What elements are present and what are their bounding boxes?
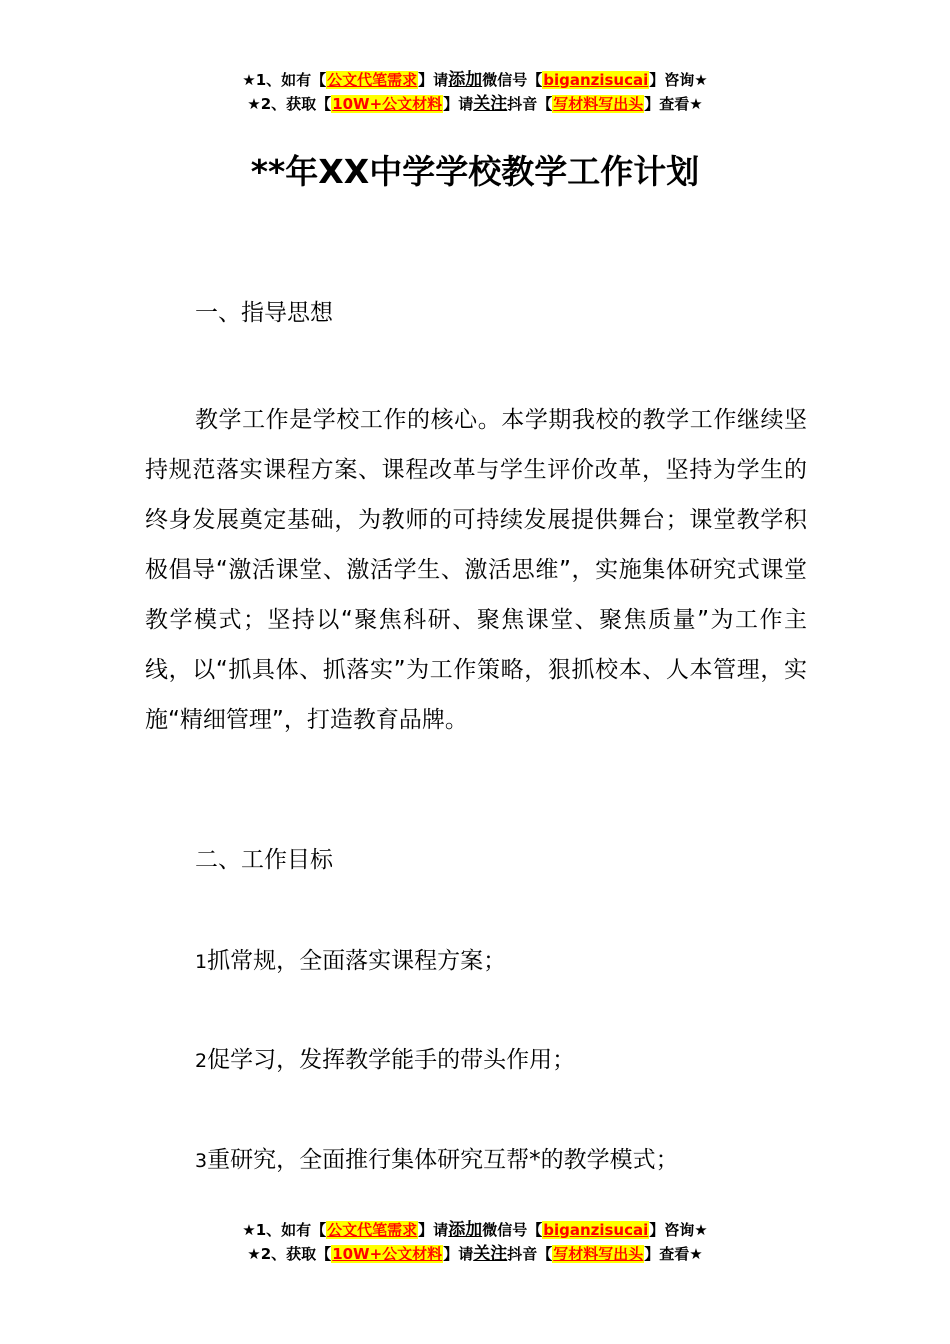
banner-text: 微信号【 xyxy=(482,71,543,89)
banner-highlight: 写材料写出头 xyxy=(553,1245,644,1263)
banner-emphasis: 添加 xyxy=(448,70,483,90)
banner-text: 】请 xyxy=(418,71,449,89)
banner-text: 】咨询★ xyxy=(649,71,708,89)
banner-text: ★2、获取【 xyxy=(247,95,332,113)
banner-text: 】请 xyxy=(443,95,474,113)
goal-number: 3 xyxy=(195,1150,208,1172)
banner-text: 抖音【 xyxy=(507,95,553,113)
goal-item xyxy=(195,1043,575,1078)
banner-text: 抖音【 xyxy=(507,1245,553,1263)
banner-text: 】请 xyxy=(443,1245,474,1263)
section-heading-work-goals: 二、工作目标 xyxy=(195,847,333,873)
banner-highlight: 公文代笔需求 xyxy=(327,1221,418,1239)
banner-text: 】咨询★ xyxy=(649,1221,708,1239)
goal-item xyxy=(195,1143,679,1178)
bottom-banner xyxy=(0,1218,950,1266)
goal-text: 抓常规，全面落实课程方案； xyxy=(207,948,507,974)
goal-text: 促学习，发挥教学能手的带头作用； xyxy=(207,1047,576,1073)
section-paragraph: 教学工作是学校工作的核心。本学期我校的教学工作继续坚持规范落实课程方案、课程改革与学生评价改革，坚持为学生的终身发展奠定基础，为教师的可持续发展提供舞台；课堂教学积极倡导“激活课堂、激活学生、激活思维”，实施集体研究式课堂教学模式；坚持以“聚焦科研、聚焦课堂、聚焦质量”为工作主线，以“抓具体、抓落实”为工作策略，狠抓校本、人本管理，实施“精细管理”，打造教育品牌。 xyxy=(145,407,807,733)
goal-item xyxy=(195,944,506,979)
banner-highlight: biganzisucai xyxy=(543,71,649,89)
banner-line-2 xyxy=(0,1242,950,1266)
banner-text: ★1、如有【 xyxy=(242,71,327,89)
banner-highlight: 10W+公文材料 xyxy=(332,1245,443,1263)
goal-text: 重研究，全面推行集体研究互帮*的教学模式； xyxy=(207,1147,679,1173)
section-heading-guiding-thought: 一、指导思想 xyxy=(195,300,333,326)
banner-emphasis: 关注 xyxy=(473,1244,508,1264)
document-title: **年XX中学学校教学工作计划 xyxy=(250,152,700,191)
top-banner xyxy=(0,68,950,116)
banner-text: 微信号【 xyxy=(482,1221,543,1239)
banner-text: 】查看★ xyxy=(644,1245,703,1263)
goal-number: 2 xyxy=(195,1050,208,1072)
banner-text: ★1、如有【 xyxy=(242,1221,327,1239)
banner-highlight: biganzisucai xyxy=(543,1221,649,1239)
banner-highlight: 公文代笔需求 xyxy=(327,71,418,89)
banner-line-2 xyxy=(0,92,950,116)
banner-text: 】请 xyxy=(418,1221,449,1239)
banner-text: ★2、获取【 xyxy=(247,1245,332,1263)
banner-highlight: 写材料写出头 xyxy=(553,95,644,113)
goal-number: 1 xyxy=(195,951,208,973)
banner-line-1 xyxy=(0,68,950,92)
banner-emphasis: 关注 xyxy=(473,94,508,114)
banner-emphasis: 添加 xyxy=(448,1220,483,1240)
banner-text: 】查看★ xyxy=(644,95,703,113)
banner-highlight: 10W+公文材料 xyxy=(332,95,443,113)
banner-line-1 xyxy=(0,1218,950,1242)
